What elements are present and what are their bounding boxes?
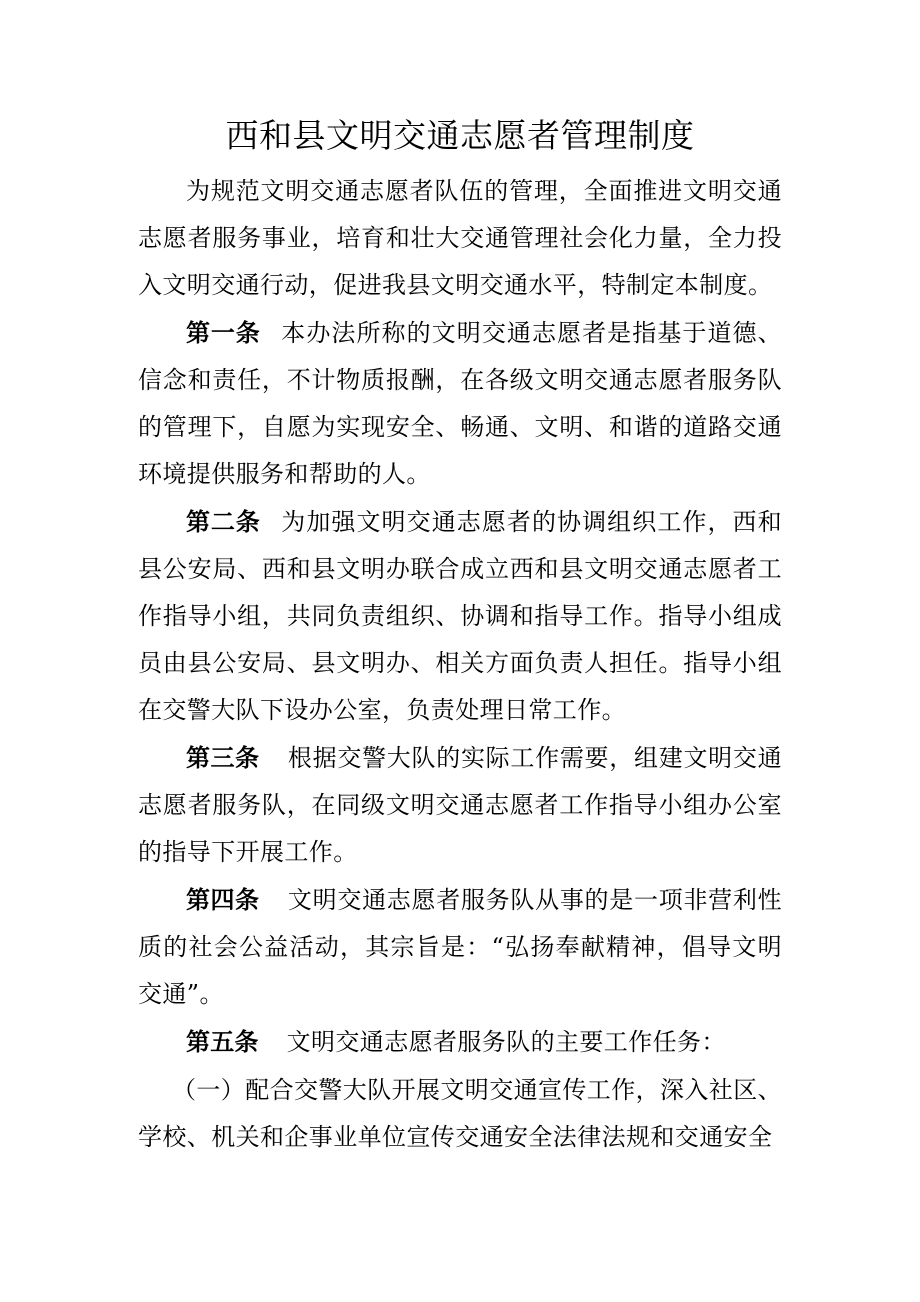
article-1 xyxy=(138,310,782,498)
article-3 xyxy=(138,735,782,876)
article-4-label: 第四条 xyxy=(186,886,260,914)
article-1-text: 本办法所称的文明交通志愿者是指基于道德、信念和责任，不计物质报酬，在各级文明交通志愿者服务队的管理下，自愿为实现安全、畅通、文明、和谐的道路交通环境提供服务和帮助的人。 xyxy=(138,319,782,488)
article-1-label: 第一条 xyxy=(186,319,261,347)
preamble-paragraph: 为规范文明交通志愿者队伍的管理，全面推进文明交通志愿者服务事业，培育和壮大交通管理社会化力量，全力投入文明交通行动，促进我县文明交通水平，特制定本制度。 xyxy=(138,177,782,299)
document-title: 西和县文明交通志愿者管理制度 xyxy=(225,116,695,155)
article-3-label: 第三条 xyxy=(186,744,260,772)
article-4 xyxy=(138,877,782,1018)
article-5-text: 文明交通志愿者服务队的主要工作任务： xyxy=(286,1028,726,1056)
article-2-label: 第二条 xyxy=(186,508,261,536)
article-5 xyxy=(138,1019,782,1066)
article-3-text: 根据交警大队的实际工作需要，组建文明交通志愿者服务队，在同级文明交通志愿者工作指导小组办公室的指导下开展工作。 xyxy=(138,744,783,866)
article-5-label: 第五条 xyxy=(186,1028,259,1056)
article-4-text: 文明交通志愿者服务队从事的是一项非营利性质的社会公益活动，其宗旨是：“弘扬奉献精神，倡导文明交通”。 xyxy=(138,886,783,1008)
item-1: （一）配合交警大队开展文明交通宣传工作，深入社区、学校、机关和企事业单位宣传交通安全法律法规和交通安全 xyxy=(138,1076,782,1151)
article-2 xyxy=(138,499,782,734)
article-2-text: 为加强文明交通志愿者的协调组织工作，西和县公安局、西和县文明办联合成立西和县文明交通志愿者工作指导小组，共同负责组织、协调和指导工作。指导小组成员由县公安局、县文明办、相关方面负责人担任。指导小组在交警大队下设办公室，负责处理日常工作。 xyxy=(138,508,782,724)
